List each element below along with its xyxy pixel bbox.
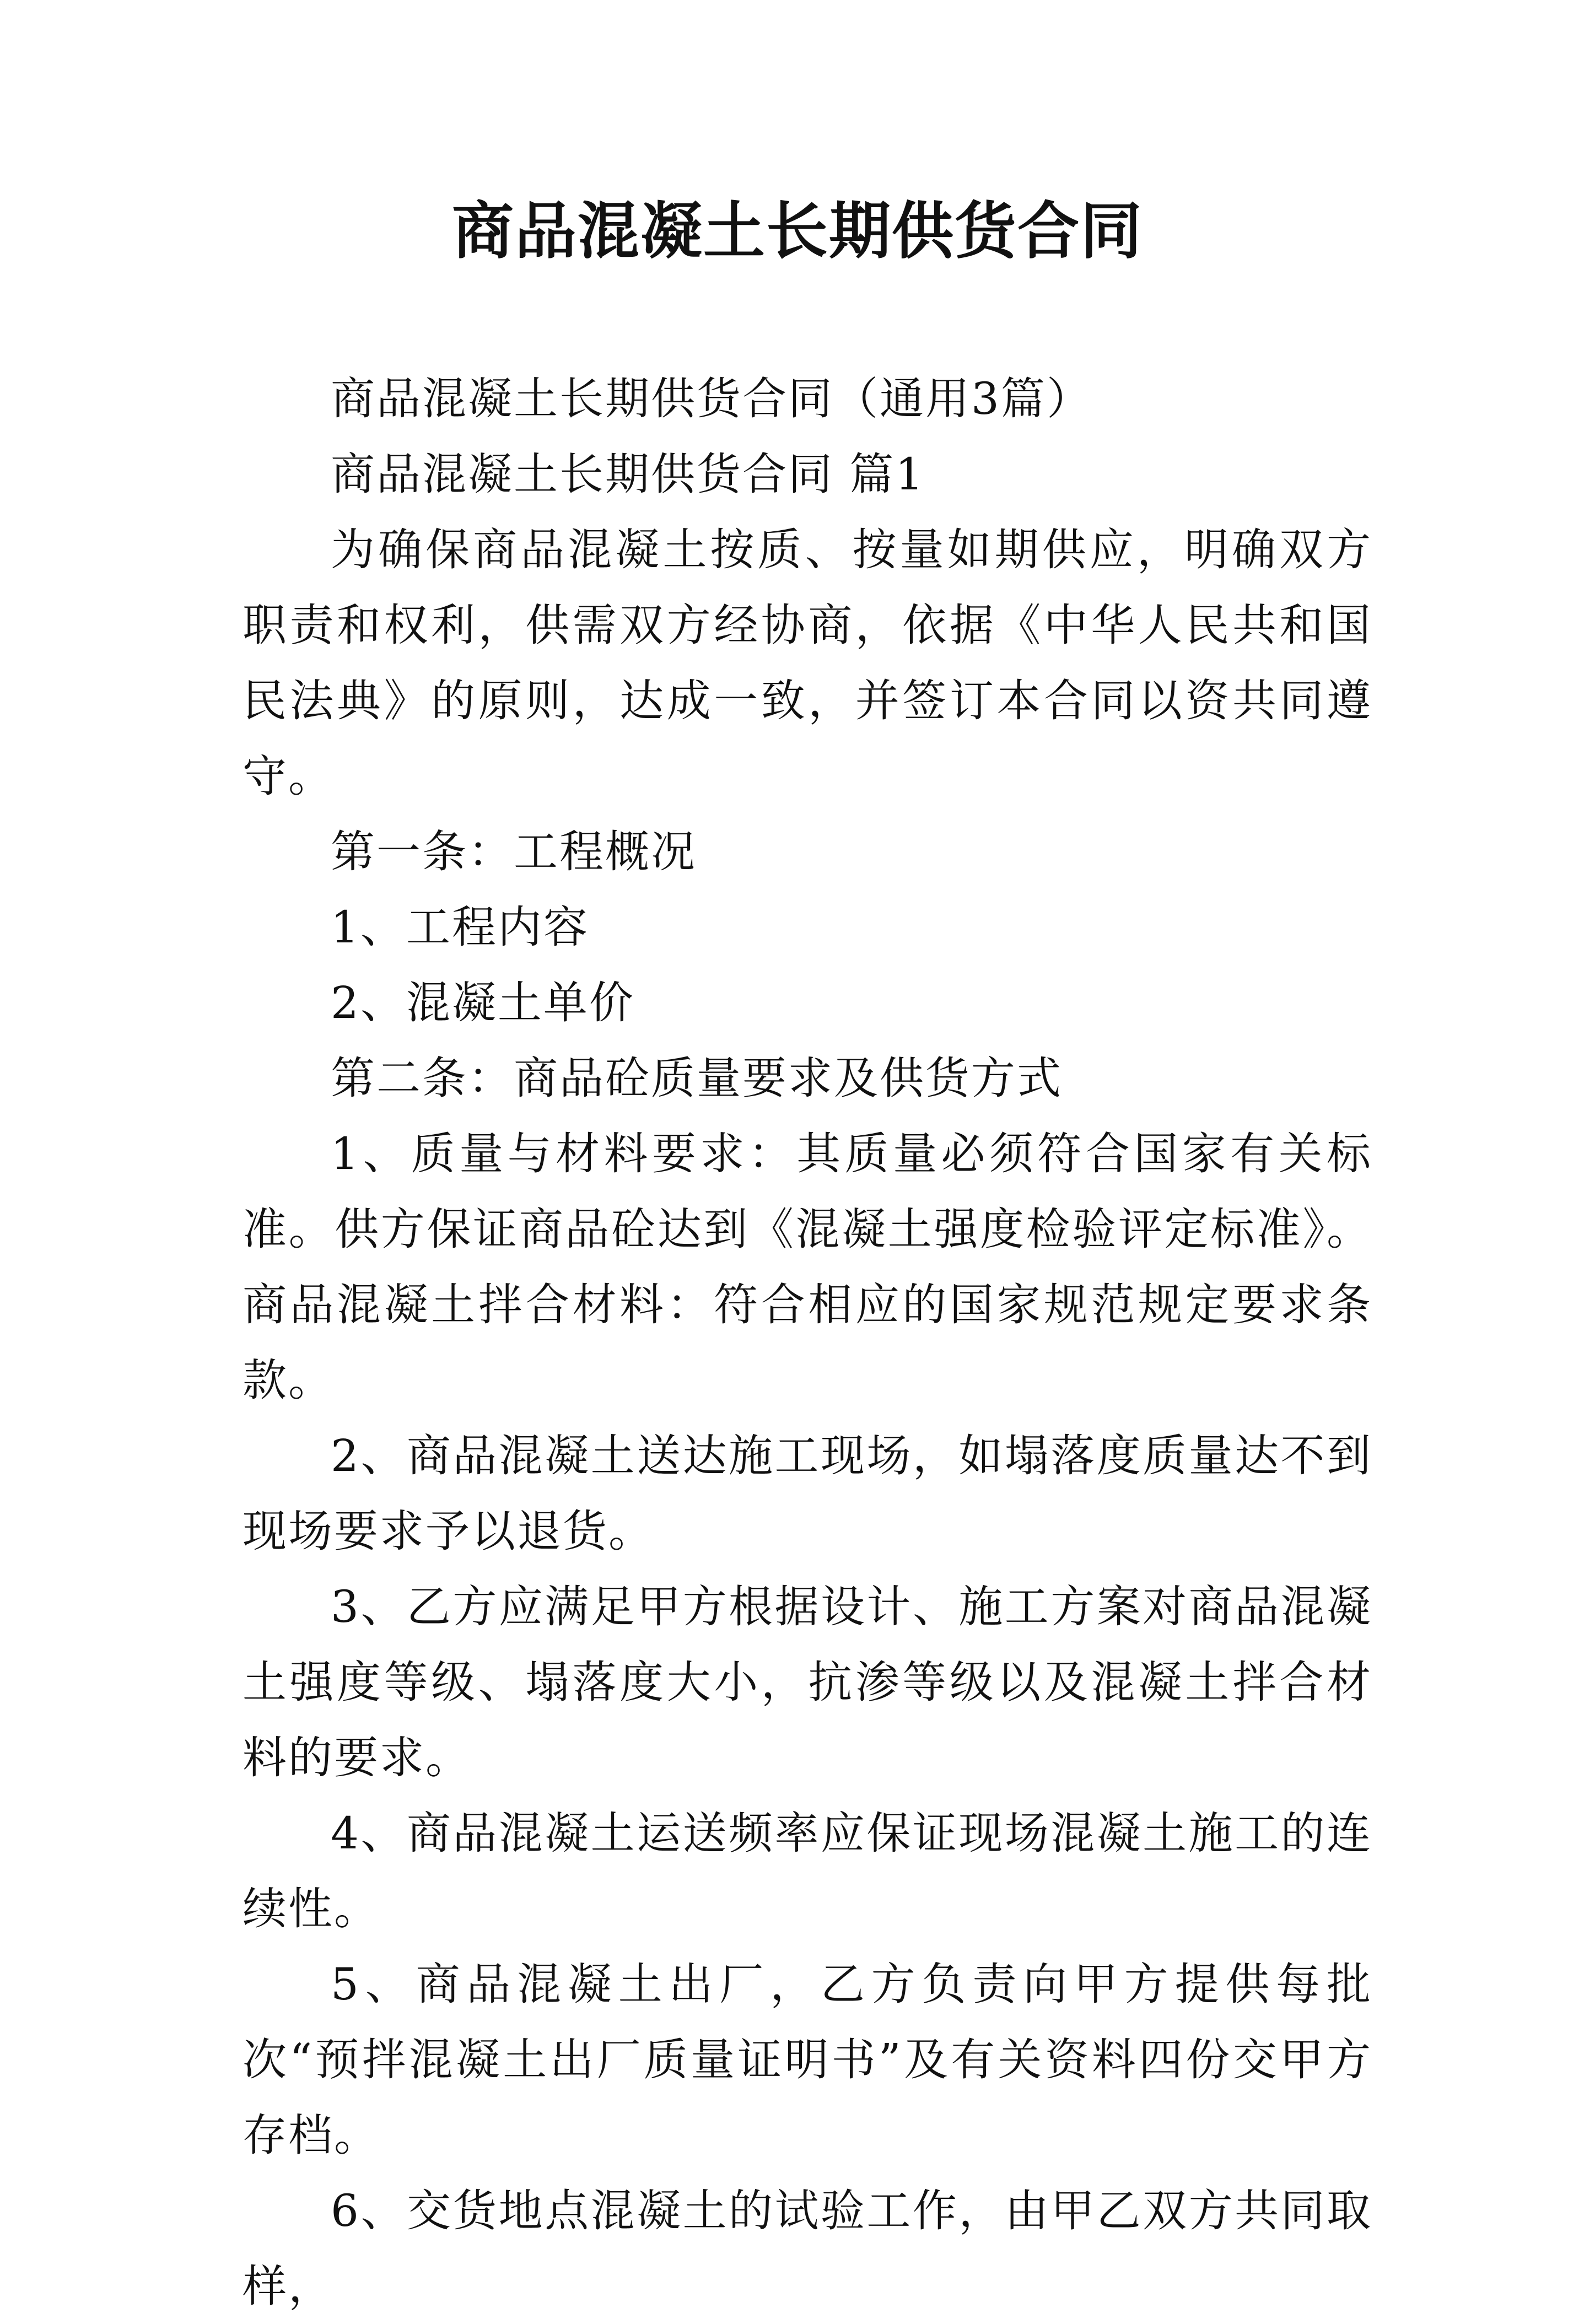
article-2-item-6: 6、交货地点混凝土的试验工作，由甲乙双方共同取样， — [243, 2185, 1372, 2312]
document-body — [243, 361, 1372, 2324]
article-1-item-2: 2、混凝土单价 — [331, 977, 635, 1028]
article-2-item-2: 2、商品混凝土送达施工现场，如塌落度质量达不到现场要求予以退货。 — [243, 1430, 1372, 1557]
article-2-heading: 第二条：商品砼质量要求及供货方式 — [331, 1053, 1063, 1104]
article-1-heading: 第一条：工程概况 — [331, 826, 697, 877]
article-2-item-1: 1、质量与材料要求：其质量必须符合国家有关标准。供方保证商品砼达到《混凝土强度检验评定标准》。商品混凝土拌合材料：符合相应的国家规范规定要求条款。 — [243, 1128, 1372, 1406]
article-1-item-1: 1、工程内容 — [331, 902, 589, 953]
article-2-item-3: 3、乙方应满足甲方根据设计、施工方案对商品混凝土强度等级、塌落度大小，抗渗等级以及混凝土拌合材料的要求。 — [243, 1581, 1372, 1783]
preamble-paragraph: 为确保商品混凝土按质、按量如期供应，明确双方职责和权利，供需双方经协商，依据《中华人民共和国民法典》的原则，达成一致，并签订本合同以资共同遵守。 — [243, 524, 1372, 802]
article-2-item-5: 5、商品混凝土出厂，乙方负责向甲方提供每批次“预拌混凝土出厂质量证明书”及有关资料四份交甲方存档。 — [243, 1959, 1372, 2161]
article-2-item-4: 4、商品混凝土运送频率应保证现场混凝土施工的连续性。 — [243, 1808, 1372, 1934]
section-heading-part-1: 商品混凝土长期供货合同 篇1 — [331, 449, 925, 500]
subtitle-paragraph: 商品混凝土长期供货合同（通用3篇） — [331, 373, 1092, 424]
document-title: 商品混凝土长期供货合同 — [452, 195, 1143, 267]
